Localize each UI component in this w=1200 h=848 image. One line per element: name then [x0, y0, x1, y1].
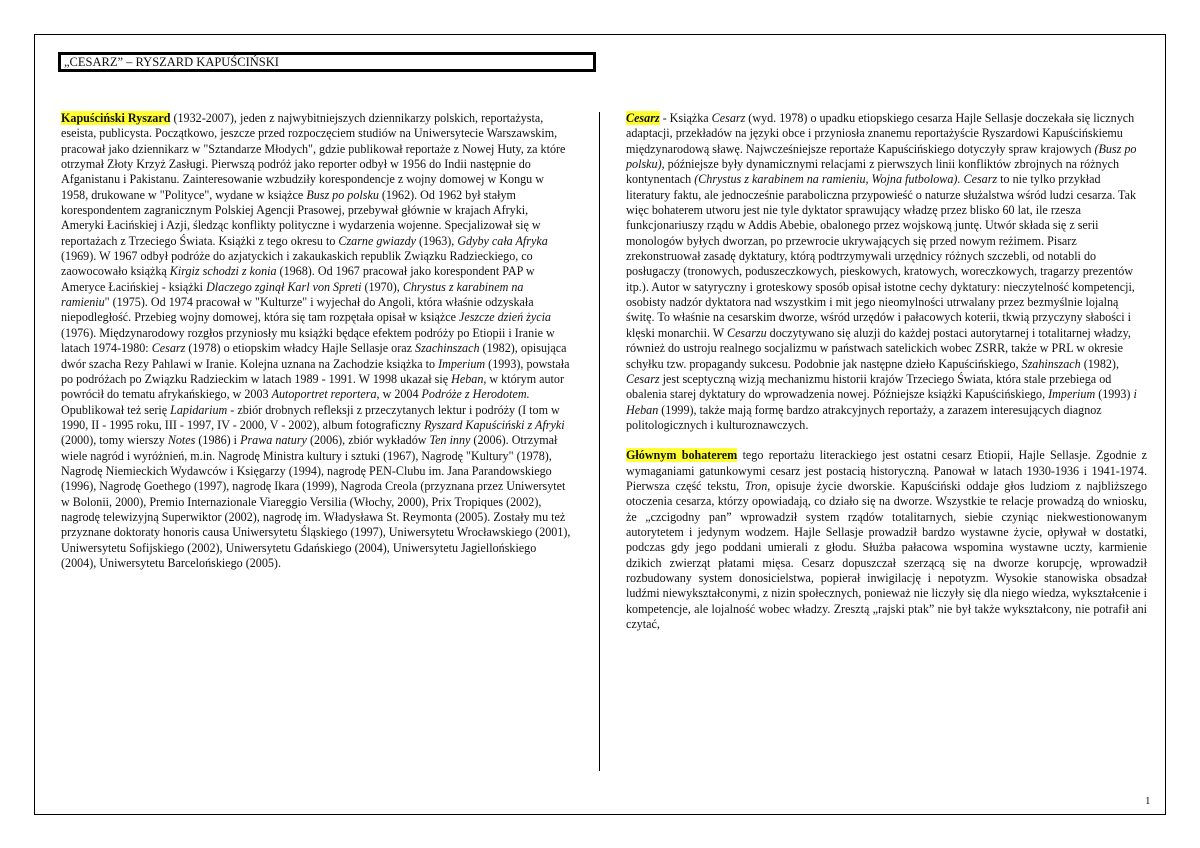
- book-column: [626, 111, 1147, 632]
- italic-title: Tron,: [744, 478, 771, 493]
- text-run: - zbiór drobnych refleksji z przeczytanych lektur i podróży (I tom w 1990, II - 1995 roku, III - 1997, IV - 2000, V - 2002), album fotograficzny: [61, 402, 560, 432]
- highlighted-term: Cesarz: [626, 111, 660, 125]
- italic-title: Gdyby cała Afryka: [457, 233, 548, 248]
- italic-title: Cesarz: [151, 341, 186, 356]
- biography-paragraph: [61, 111, 571, 571]
- italic-title: Notes: [167, 433, 196, 448]
- text-run: (1993): [1095, 387, 1134, 402]
- highlighted-term: Głównym bohaterem: [626, 448, 738, 463]
- text-run: (1982), opisująca dwór szacha Rezy Pahlawi w Iranie. Kolejna uznana na Zachodzie książka to: [61, 341, 567, 371]
- italic-title: Chrystus z karabinem na ramieniu: [61, 279, 524, 310]
- italic-title: Szachinszach: [415, 341, 480, 356]
- text-run: (1968). Od 1967 pracował jako korespondent PAP w Ameryce Łacińskiej - książki: [61, 264, 535, 294]
- text-run: (2006). Otrzymał wiele nagród i wyróżnień, m.in. Nagrodę Ministra kultury i sztuki (1967), Nagrodę "Kultury" (1978), Nagrodę Niemieckich Wydawców i Księgarzy (1994), nagrodę PEN-Clubu im. Jana Parandowskiego (1996), Nagrodę Goethego (1997), nagrodę Ikara (1999), Nagroda Creola (przyznana przez Uniwersytet w Bolonii, 2000), Premio Internazionale Viareggio Versilia (Włochy, 2000), Prix Tropiques (2002), nagrodę telewizyjną Superwiktor (2002), nagrodę im. Władysława St. Reymonta (2005). Zostały mu też przyznane doktoraty honoris causa Uniwersytetu Śląskiego (1997), Uniwersytetu Wrocławskiego (2001), Uniwersytetu Sofijskiego (2002), Uniwersytetu Gdańskiego (2004), Uniwersytetu Jagiellońskiego (2004), Uniwersytetu Barcelońskiego (2005).: [61, 433, 571, 570]
- italic-title: Jeszcze dzień życia: [458, 310, 551, 325]
- italic-title: Ten inny: [429, 433, 471, 448]
- italic-title: Cesarz: [963, 172, 998, 187]
- text-run: Opublikował też serię: [61, 402, 171, 417]
- text-run: (1976). Międzynarodowy rozgłos przyniosły mu książki będące efektem podróży po Etiopii i Iranie w latach 1974-1980:: [61, 325, 555, 356]
- text-run: późniejsze były dynamicznymi relacjami z pierwszych linii konfliktów zbrojnych na różnych kontynentach: [626, 157, 1120, 187]
- text-run: (1969). W 1967 odbył podróże do azjatyckich i zakaukaskich republik Związku Radzieckiego, co zaowocowało książką: [61, 249, 533, 279]
- text-run: (wyd. 1978) o upadku etiopskiego cesarza Hajle Sellasje doczekała się licznych adaptacji, przekładów na języki obce i przyniosła znanemu reportażyście Ryszardowi Kapuścińskiemu międzynarodową sławę. Najwcześniejsze reportaże Kapuścińskiego dotyczyły spraw krajowych: [626, 111, 1135, 156]
- italic-title: Cesarz: [626, 371, 660, 386]
- italic-title: Czarne gwiazdy: [338, 233, 416, 248]
- text-run: w 2004: [379, 387, 422, 402]
- book-description-paragraph: [626, 111, 1147, 433]
- italic-title: (Chrystus z karabinem na ramieniu, Wojna futbolowa).: [694, 172, 961, 187]
- italic-title: Lapidarium: [170, 402, 228, 417]
- text-run: (1970),: [361, 279, 403, 294]
- text-run: (1978) o etiopskim władcy Hajle Sellasje oraz: [185, 341, 416, 356]
- italic-title: Cesarzu: [727, 325, 767, 340]
- text-run: - Książka: [659, 111, 712, 125]
- text-run: (2006), zbiór wykładów: [306, 433, 430, 448]
- italic-title: Prawa natury: [240, 433, 307, 448]
- column-divider: [599, 112, 600, 771]
- italic-title: (Busz po polsku),: [626, 141, 1137, 172]
- text-run: tego reportażu literackiego jest ostatni cesarz Etiopii, Hajle Sellasje. Zgodnie z wymaganiami gatunkowymi cesarz jest postacią historyczną. Panował w latach 1930-1936 i 1941-1974. Pierwsza część tekstu,: [626, 448, 1147, 493]
- italic-title: Ryszard Kapuściński z Afryki: [424, 417, 565, 432]
- page-number: 1: [1145, 795, 1151, 807]
- main-character-paragraph: [626, 448, 1147, 632]
- text-run: (1986) i: [195, 433, 241, 448]
- italic-title: Autoportret reportera,: [271, 387, 380, 402]
- text-run: (1982),: [1080, 356, 1119, 371]
- text-run: opisuje życie dworskie. Kapuściński oddaje głos ludziom z najbliższego otoczenia cesarza, którzy opowiadają, co działo się na dworze. Wszystkie te relacje prowadzą do wniosku, że „czcigodny pan” wprowadził system rządów totalitarnych, siebie czyniąc niekwestionowanym autorytetem i jedynym wodzem. Hajle Sellasje prowadził bardzo wystawne życie, opływał w dostatki, podczas gdy jego poddani umierali z głodu. Służba pałacowa wspomina wystawne uczty, karmienie dzikich zwierząt płatami mięsa. Cesarz dopuszczał szerzącą się na dworze korupcję, wprowadził rozbudowany system donosicielstwa, popierał inwigilację i nepotyzm. Wysokie stanowiska obsadzał ludźmi niewykształconymi, z nizin społecznych, ponieważ nie liczyły się dla niego wiedza, wykształcenie i kompetencje, ale lojalność wobec władzy. Zresztą „rajski ptak” nie był także wykształcony, nie potrafił ani czytać,: [626, 478, 1147, 631]
- text-run: (1963),: [416, 233, 458, 248]
- italic-title: Imperium: [438, 356, 486, 371]
- text-run: w którym autor powrócił do tematu afrykańskiego, w 2003: [61, 371, 564, 402]
- italic-title: Dlaczego zginął Karl von Spreti: [206, 279, 362, 294]
- text-run: to nie tylko przykład literatury faktu, ale jednocześnie paraboliczna przypowieść o naturze służalstwa wśród ludzi cesarza. Tak więc bohaterem utworu jest nie tyle dyktator sprawujący władzę przez blisko 60 lat, ile rzesza funkcjonariuszy rządu w Addis Abebie, obalonego przez wojskową juntę. Utwór składa się z serii monologów byłych dworzan, po przewrocie ukrywających się przed nowym reżimem. Pisarz zrekonstruował zasadę dyktatury, którą podtrzymywali urzędnicy różnych szczebli, od notabli do posługaczy (tronowych, poduszeczkowych, pieskowych, kratowych, woreczkowych, tragarzy prezentów itp.). Autor w satyryczny i groteskowy sposób opisał istotne cechy dyktatury: nieczytelność kompetencji, osobisty nadzór dyktatora nad wszystkim i mit jego nieomylności utrwalany przez bezmyślnie lojalną świtę. To właśnie na cesarskim dworze, wśród urzędów i pałacowych koterii, tkwią przyczyny słabości i klęski monarchii. W: [626, 172, 1137, 340]
- text-run: doczytywano się aluzji do każdej postaci autorytarnej i totalitarnej władzy, również do ustroju realnego socjalizmu w państwach satelickich wobec ZSRR, także w PRL w okresie schyłku tzw. propagandy sukcesu. Podobnie jak następne dzieło Kapuścińskiego,: [626, 325, 1131, 371]
- italic-title: Heban,: [451, 371, 487, 386]
- text-run: (1999), także mają formę bardzo atrakcyjnych reportaży, a zarazem interesujących diagnoz politologicznych i kulturoznawczych.: [626, 402, 1102, 432]
- italic-title: Cesarz: [711, 111, 746, 125]
- italic-title: Podróże z Herodotem.: [421, 387, 530, 402]
- text-run: (1932-2007), jeden z najwybitniejszych dziennikarzy polskich, reportażysta, eseista, publicysta. Początkowo, jeszcze przed rozpoczęciem studiów na Uniwersytecie Warszawskim, pracował jako dziennikarz w "Sztandarze Młodych", gdzie publikował reportaże z Nowej Huty, za które otrzymał Złoty Krzyż Zasługi. Pierwszą podróż jako reporter odbył w 1956 do Indii następnie do Afganistanu i Pakistanu. Zainteresowanie wzbudziły korespondencje z wojny domowej w Kongu w 1958, drukowane w "Polityce", wydane w książce: [61, 111, 566, 202]
- italic-title: Imperium: [1048, 387, 1096, 402]
- text-run: (2000), tomy wierszy: [61, 433, 168, 448]
- italic-title: Kirgiz schodzi z konia: [169, 264, 277, 279]
- highlighted-term: Kapuściński Ryszard: [61, 111, 171, 125]
- text-run: (1962). Od 1962 był stałym korespondentem zagranicznym Polskiej Agencji Prasowej, przebywał głównie w krajach Afryki, Ameryki Łacińskiej i Azji, śledząc konflikty polityczne i wydarzenia wojenne. Specjalizował się w reportażach z Trzeciego Świata. Książki z tego okresu to: [61, 187, 541, 248]
- italic-title: Busz po polsku: [306, 187, 379, 202]
- biography-column: [61, 111, 571, 571]
- italic-title: i Heban: [626, 387, 1137, 417]
- text-run: (1993), powstała po podróżach po Związku Radzieckim w latach 1989 - 1991. W 1998 ukazał się: [61, 356, 570, 386]
- italic-title: Szahinszach: [1021, 356, 1081, 371]
- page-title: „CESARZ” – RYSZARD KAPUŚCIŃSKI: [58, 52, 596, 72]
- text-run: " (1975). Od 1974 pracował w "Kulturze" i wyjechał do Angoli, która właśnie odzyskała niepodległość. Przebieg wojny domowej, która się tam rozpętała opisał w książce: [61, 295, 534, 325]
- text-run: jest sceptyczną wizją mechanizmu historii krajów Trzeciego Świata, która stale przebiega od obalenia starej dyktatury do wprowadzenia nowej. Późniejsze książki Kapuścińskiego,: [626, 371, 1112, 402]
